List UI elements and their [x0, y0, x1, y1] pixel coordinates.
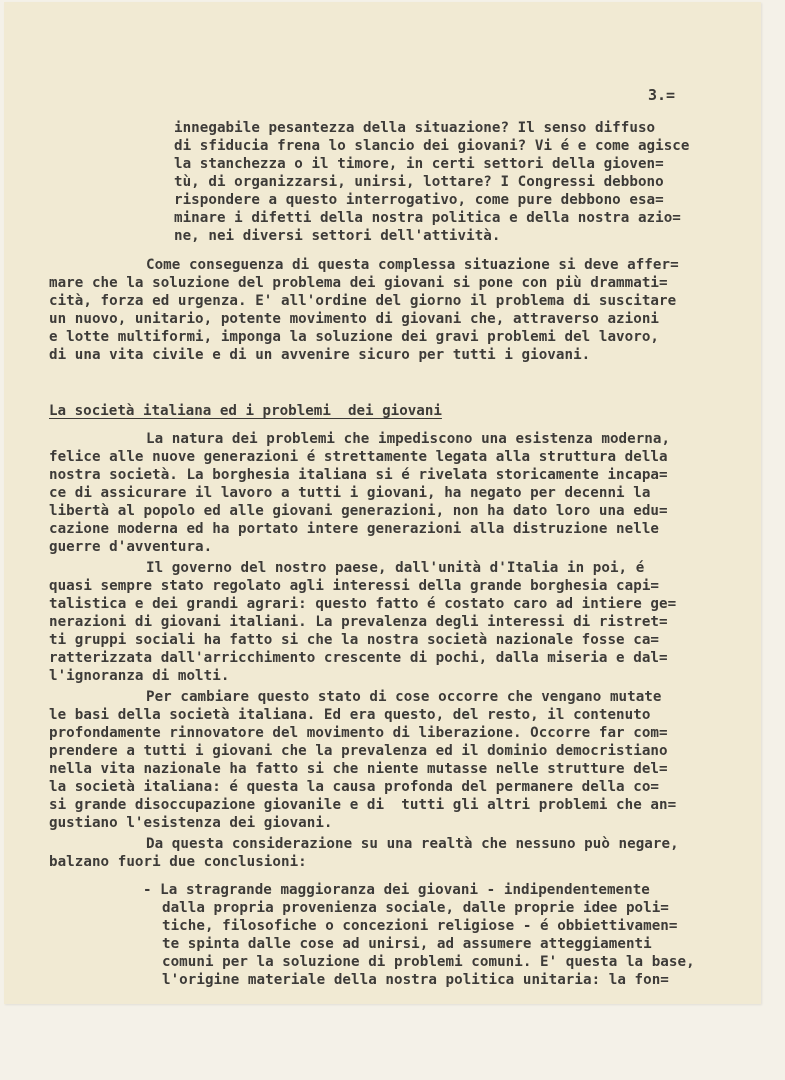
text-line: si grande disoccupazione giovanile e di tutti gli altri problemi che an=: [49, 797, 677, 813]
section-heading: La società italiana ed i problemi dei giovani: [49, 403, 442, 419]
text-line: tiche, filosofiche o concezioni religiose - é obbiettivamen=: [162, 918, 678, 934]
text-line: ratterizzata dall'arricchimento crescente di pochi, dalla miseria e dal=: [49, 650, 668, 666]
text-line: ne, nei diversi settori dell'attività.: [174, 228, 501, 244]
text-line: Come conseguenza di questa complessa situazione si deve affer=: [146, 257, 679, 273]
text-line: l'origine materiale della nostra politica unitaria: la fon=: [162, 972, 669, 988]
text-line: cazione moderna ed ha portato intere generazioni alla distruzione nelle: [49, 521, 660, 537]
text-line: la stanchezza o il timore, in certi settori della gioven=: [174, 156, 664, 172]
text-line: rispondere a questo interrogativo, come pure debbono esa=: [174, 192, 664, 208]
text-line: gustiano l'esistenza dei giovani.: [49, 815, 333, 831]
text-line: Da questa considerazione su una realtà che nessuno può negare,: [146, 836, 679, 852]
text-line: prendere a tutti i giovani che la prevalenza ed il dominio democristiano: [49, 743, 668, 759]
text-line: un nuovo, unitario, potente movimento di giovani che, attraverso azioni: [49, 311, 660, 327]
text-line: le basi della società italiana. Ed era questo, del resto, il contenuto: [49, 707, 651, 723]
text-line: e lotte multiformi, imponga la soluzione dei gravi problemi del lavoro,: [49, 329, 660, 345]
text-line: La natura dei problemi che impediscono una esistenza moderna,: [146, 431, 671, 447]
text-line: di sfiducia frena lo slancio dei giovani? Vi é e come agisce: [174, 138, 690, 154]
text-line: minare i difetti della nostra politica e della nostra azio=: [174, 210, 681, 226]
text-line: nostra società. La borghesia italiana si é rivelata storicamente incapa=: [49, 467, 668, 483]
text-line: mare che la soluzione del problema dei giovani si pone con più drammati=: [49, 275, 668, 291]
text-line: talistica e dei grandi agrari: questo fatto é costato caro ad intiere ge=: [49, 596, 677, 612]
text-line: profondamente rinnovatore del movimento di liberazione. Occorre far com=: [49, 725, 668, 741]
text-line: guerre d'avventura.: [49, 539, 213, 555]
text-line: di una vita civile e di un avvenire sicuro per tutti i giovani.: [49, 347, 591, 363]
text-line: Per cambiare questo stato di cose occorre che vengano mutate: [146, 689, 662, 705]
text-line: dalla propria provenienza sociale, dalle proprie idee poli=: [162, 900, 669, 916]
text-line: Il governo del nostro paese, dall'unità d'Italia in poi, é: [146, 560, 645, 576]
text-line: libertà al popolo ed alle giovani generazioni, non ha dato loro una edu=: [49, 503, 668, 519]
text-line: te spinta dalle cose ad unirsi, ad assumere atteggiamenti: [162, 936, 652, 952]
text-line: nella vita nazionale ha fatto si che niente mutasse nelle strutture del=: [49, 761, 668, 777]
text-line: cità, forza ed urgenza. E' all'ordine del giorno il problema di suscitare: [49, 293, 677, 309]
text-line: la società italiana: é questa la causa profonda del permanere della co=: [49, 779, 660, 795]
text-line: innegabile pesantezza della situazione? Il senso diffuso: [174, 120, 656, 136]
text-line: balzano fuori due conclusioni:: [49, 854, 307, 870]
page-number: 3.=: [648, 86, 676, 104]
text-line: felice alle nuove generazioni é strettamente legata alla struttura della: [49, 449, 668, 465]
text-line: l'ignoranza di molti.: [49, 668, 230, 684]
text-line: - La stragrande maggioranza dei giovani - indipendentemente: [143, 882, 650, 898]
text-line: comuni per la soluzione di problemi comuni. E' questa la base,: [162, 954, 695, 970]
text-line: ti gruppi sociali ha fatto si che la nostra società nazionale fosse ca=: [49, 632, 660, 648]
text-line: quasi sempre stato regolato agli interessi della grande borghesia capi=: [49, 578, 660, 594]
text-line: tù, di organizzarsi, unirsi, lottare? I Congressi debbono: [174, 174, 664, 190]
text-line: ce di assicurare il lavoro a tutti i giovani, ha negato per decenni la: [49, 485, 651, 501]
text-line: nerazioni di giovani italiani. La prevalenza degli interessi di ristret=: [49, 614, 668, 630]
